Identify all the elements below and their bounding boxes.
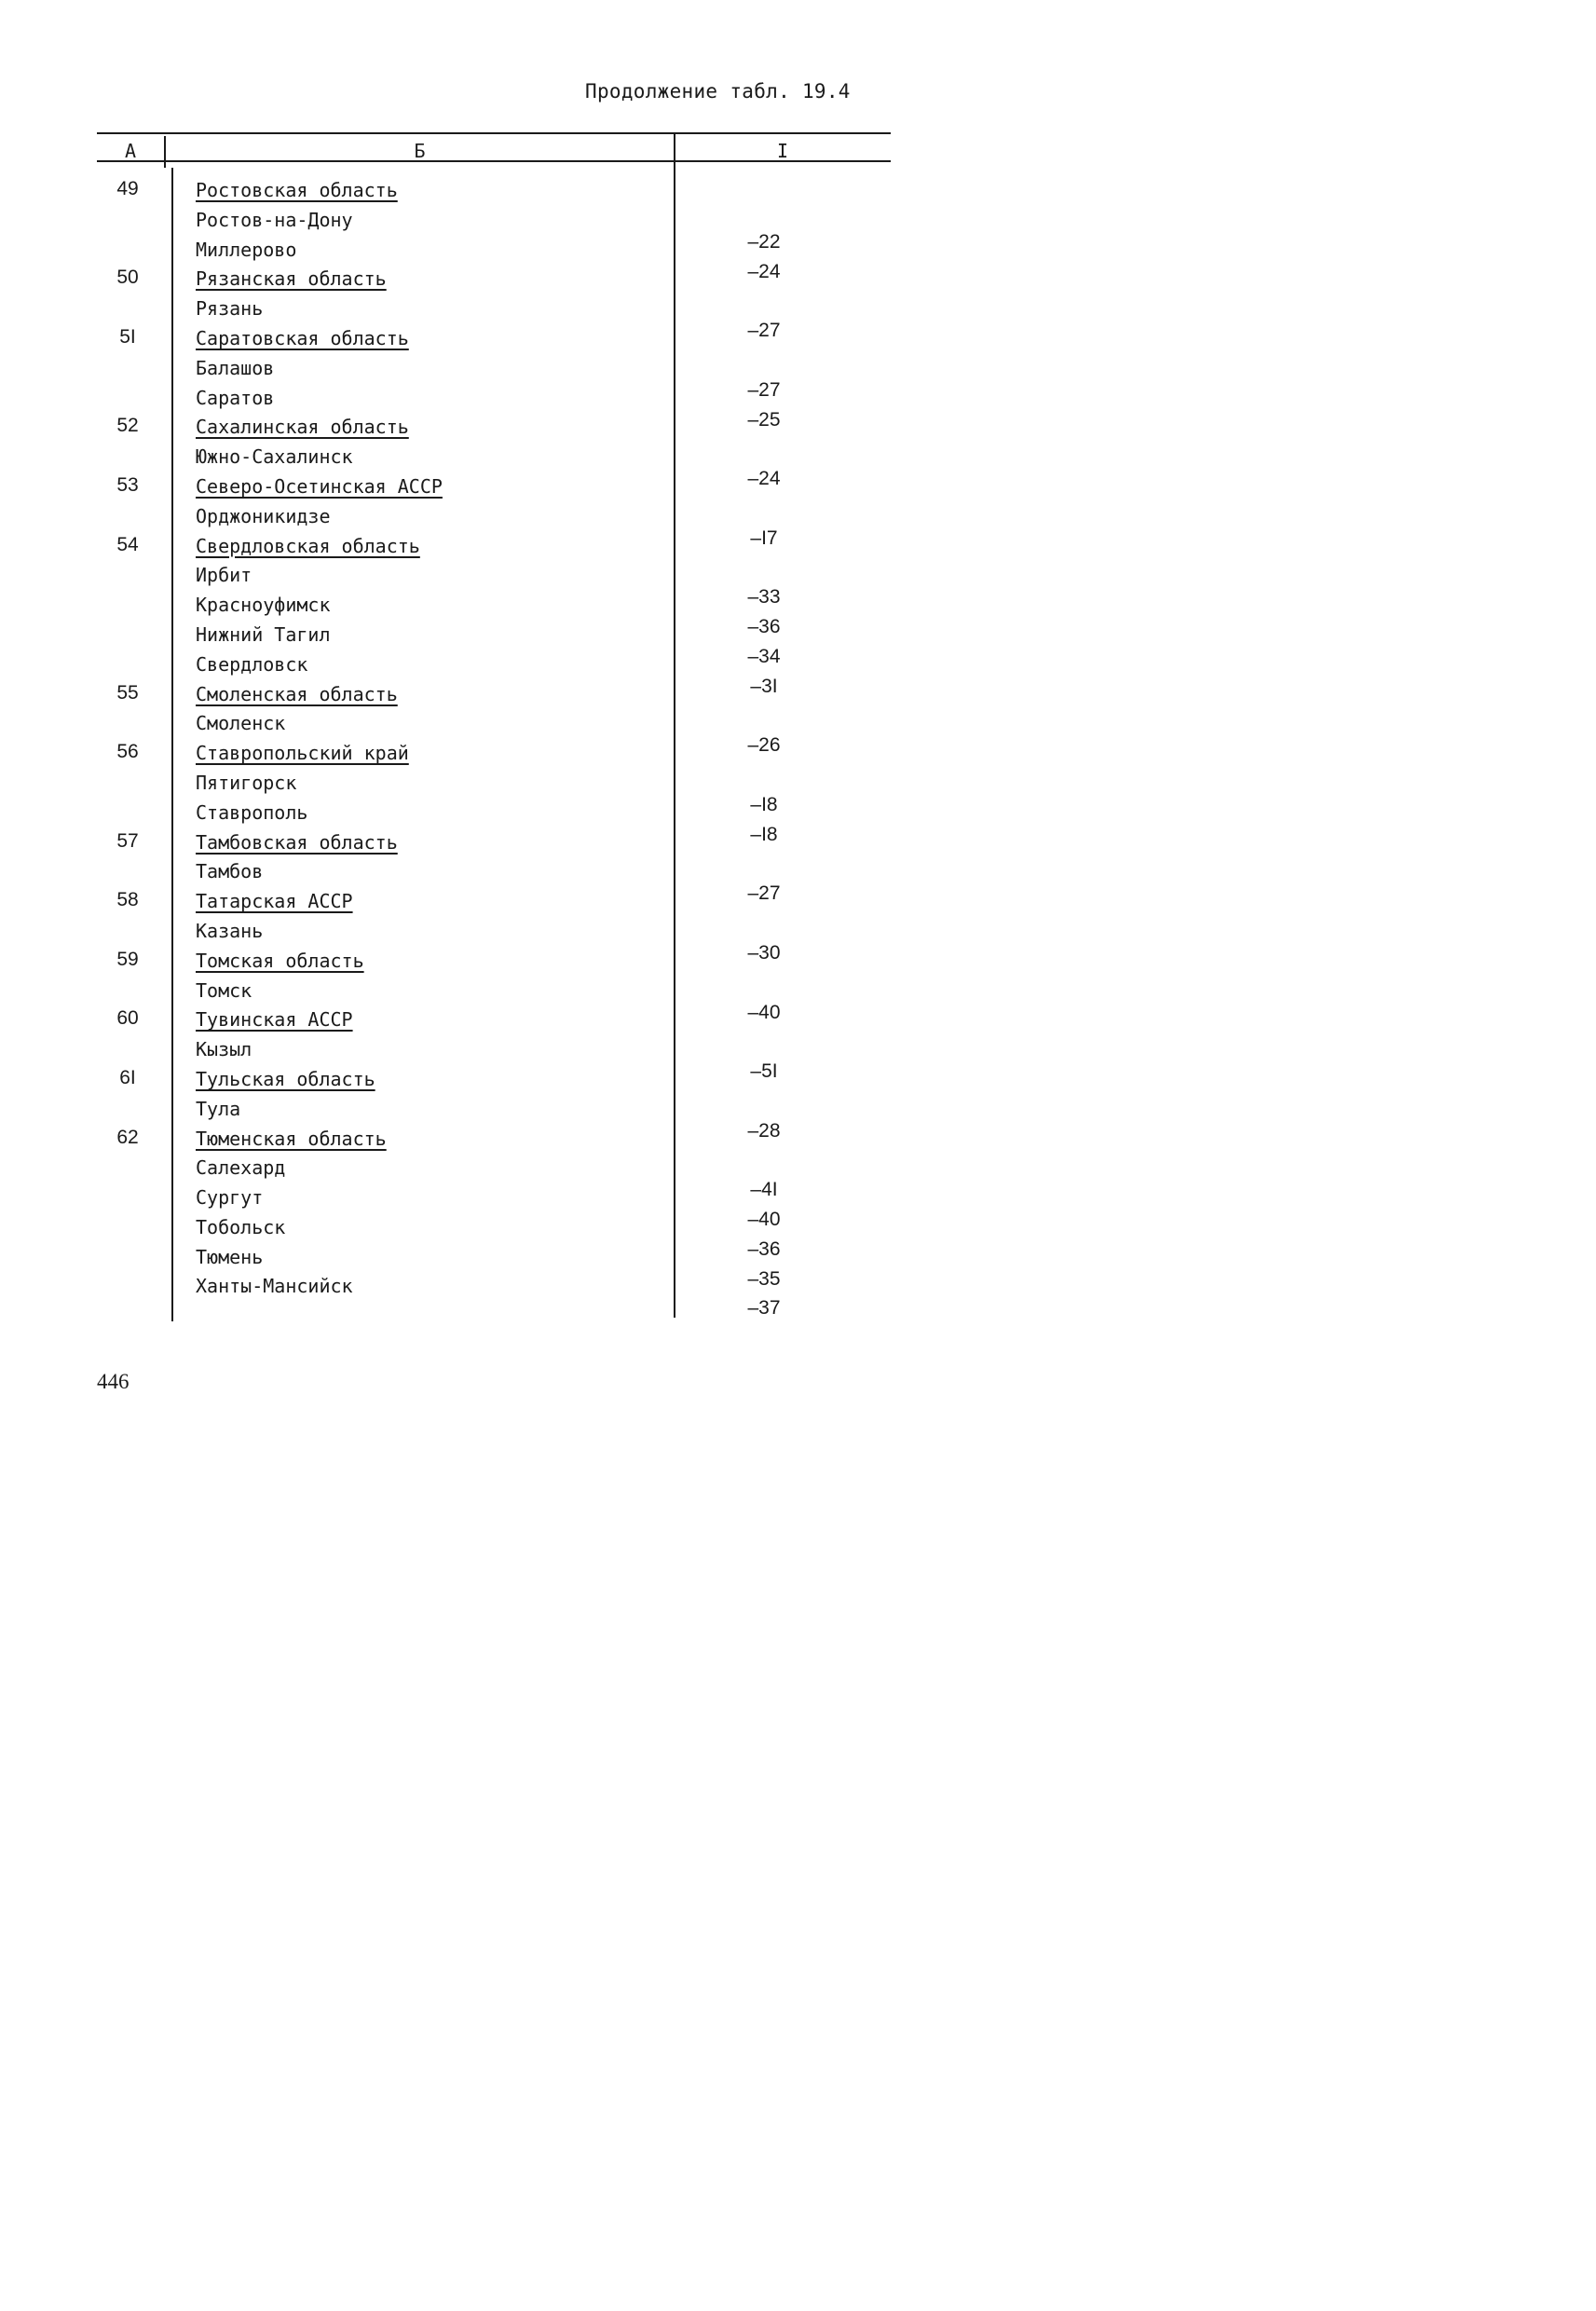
table-row: [0, 266, 1006, 295]
city-name: Томск: [196, 978, 252, 1002]
row-number: 55: [116, 681, 139, 704]
row-number: 6I: [119, 1066, 136, 1088]
region-name: Тамбовская область: [196, 830, 398, 854]
city-name: Смоленск: [196, 712, 286, 735]
city-name: Сургут: [196, 1186, 264, 1210]
temperature-value: –28: [747, 1119, 781, 1142]
table-row: [0, 948, 1006, 978]
temperature-value: –36: [747, 1238, 781, 1260]
city-name: Нижний Тагил: [196, 622, 331, 646]
region-name: Ростовская область: [196, 179, 398, 201]
temperature-value: –40: [747, 1001, 781, 1023]
temperature-value: –4I: [750, 1179, 778, 1201]
region-name: Томская область: [196, 949, 364, 972]
temperature-value: –I8: [750, 793, 778, 815]
city-name: Орджоникидзе: [196, 504, 331, 527]
city-name: Тобольск: [196, 1215, 286, 1238]
table-row: [0, 1126, 1006, 1156]
row-number: 57: [116, 829, 139, 852]
city-name: Красноуфимск: [196, 594, 331, 617]
temperature-value: –37: [747, 1297, 781, 1320]
city-name: Ставрополь: [196, 800, 308, 824]
city-name: Ирбит: [196, 564, 252, 587]
city-name: Тюмень: [196, 1245, 264, 1268]
table-row: [0, 414, 1006, 444]
temperature-value: –I8: [750, 823, 778, 845]
city-name: Тамбов: [196, 860, 264, 883]
city-name: Салехард: [196, 1156, 286, 1180]
region-name: Сахалинская область: [196, 416, 409, 439]
table-row: [0, 681, 1006, 711]
temperature-value: –24: [747, 260, 781, 282]
table-body: [0, 177, 1006, 1320]
table-row: [0, 1273, 1006, 1320]
row-number: 56: [116, 741, 139, 763]
city-name: Южно-Сахалинск: [196, 445, 353, 469]
row-number: 53: [116, 473, 139, 496]
city-name: Кызыл: [196, 1038, 252, 1061]
column-header-b: Б: [414, 140, 426, 162]
region-name: Саратовская область: [196, 326, 409, 349]
page-number: 446: [97, 1370, 130, 1393]
table-row: [0, 177, 1006, 207]
row-number: 62: [116, 1126, 139, 1148]
temperature-value: –I7: [750, 526, 778, 549]
region-name: Свердловская область: [196, 534, 420, 557]
city-name: Балашов: [196, 356, 275, 379]
region-name: Татарская АССР: [196, 890, 353, 913]
city-name: Ростов-на-Дону: [196, 208, 353, 231]
region-name: Тувинская АССР: [196, 1008, 353, 1032]
city-name: Пятигорск: [196, 771, 297, 794]
temperature-value: –3I: [750, 675, 778, 697]
city-name: Саратов: [196, 386, 275, 409]
table-row: [0, 888, 1006, 918]
temperature-value: –34: [747, 645, 781, 667]
city-name: Рязань: [196, 297, 264, 321]
temperature-value: –36: [747, 616, 781, 638]
temperature-value: –35: [747, 1267, 781, 1290]
region-name: Рязанская область: [196, 267, 387, 291]
city-name: Ханты-Мансийск: [196, 1275, 353, 1298]
region-name: Тульская область: [196, 1067, 375, 1090]
row-number: 60: [116, 1007, 139, 1030]
temperature-value: –24: [747, 468, 781, 490]
temperature-value: –40: [747, 1209, 781, 1231]
temperature-value: –27: [747, 320, 781, 342]
region-name: Северо-Осетинская АССР: [196, 474, 443, 498]
table-row: [0, 325, 1006, 355]
temperature-value: –22: [747, 230, 781, 253]
row-number: 58: [116, 889, 139, 911]
table-row: [0, 1006, 1006, 1036]
temperature-value: –27: [747, 882, 781, 905]
row-number: 50: [116, 267, 139, 289]
row-number: 5I: [119, 325, 136, 348]
column-header-i: I: [776, 140, 789, 162]
temperature-value: –26: [747, 734, 781, 757]
table-row: [0, 829, 1006, 859]
row-number: 52: [116, 415, 139, 437]
row-number: 54: [116, 533, 139, 555]
temperature-value: –27: [747, 378, 781, 401]
city-name: Тула: [196, 1097, 241, 1120]
table-row: [0, 533, 1006, 563]
region-name: Смоленская область: [196, 682, 398, 705]
row-number: 59: [116, 948, 139, 970]
row-number: 49: [116, 178, 139, 199]
city-name: Миллерово: [196, 238, 297, 261]
temperature-value: –30: [747, 941, 781, 964]
table-row: [0, 740, 1006, 770]
region-name: Ставропольский край: [196, 742, 409, 765]
table-row: [0, 1066, 1006, 1096]
city-name: Свердловск: [196, 652, 308, 676]
table-top-rule: [97, 132, 891, 134]
city-name: Казань: [196, 919, 264, 942]
column-header-a: А: [124, 140, 137, 162]
table-caption: Продолжение табл. 19.4: [585, 80, 851, 103]
temperature-value: –25: [747, 408, 781, 431]
temperature-value: –33: [747, 586, 781, 609]
table-row: [0, 473, 1006, 503]
region-name: Тюменская область: [196, 1127, 387, 1150]
temperature-value: –5I: [750, 1060, 778, 1083]
